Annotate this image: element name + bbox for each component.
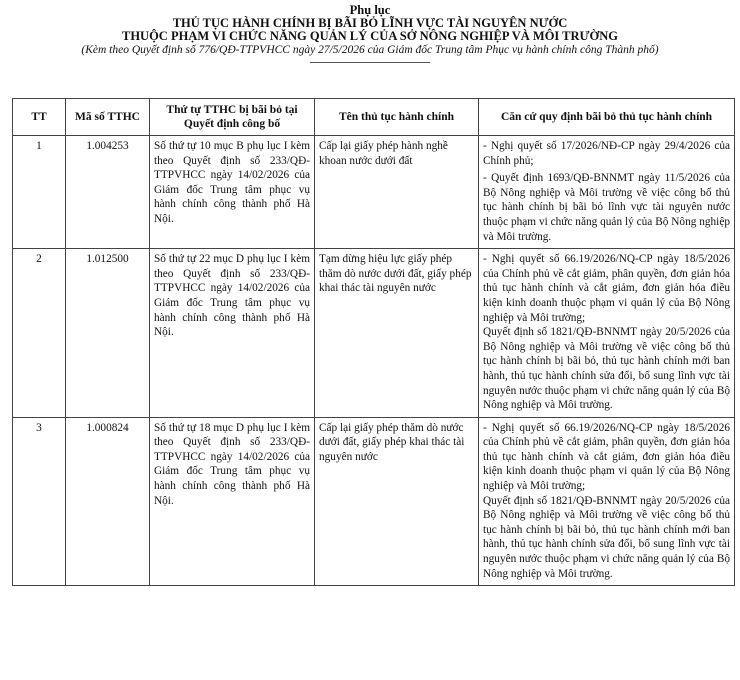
- cell-basis: [479, 417, 735, 586]
- cell-tt: 2: [13, 249, 66, 418]
- basis-paragraph: Quyết định số 1821/QĐ-BNNMT ngày 20/5/2026 của Bộ Nông nghiệp và Môi trường về việc công bố thủ tục hành chính bị bãi bỏ, thủ tục hành chính mới ban hành, thủ tục hành chính sửa đổi, bổ sung lĩnh vực tài nguyên nước thuộc phạm vi chức năng quản lý của Bộ Nông nghiệp và Môi trường.: [483, 326, 730, 412]
- basis-paragraph: - Nghị quyết số 17/2026/NĐ-CP ngày 29/4/2026 của Chính phủ;: [483, 140, 730, 167]
- header-divider: [310, 62, 430, 63]
- cell-order: Số thứ tự 10 mục B phụ lục I kèm theo Quyết định số 233/QĐ-TTPVHCC ngày 14/02/2026 của Giám đốc Trung tâm phục vụ hành chính công thành phố Hà Nội.: [150, 136, 315, 249]
- cell-order: Số thứ tự 22 mục D phụ lục I kèm theo Quyết định số 233/QĐ-TTPVHCC ngày 14/02/2026 của Giám đốc Trung tâm phục vụ hành chính công thành phố Hà Nội.: [150, 249, 315, 418]
- column-header-code: Mã số TTHC: [66, 99, 150, 136]
- cell-basis: [479, 136, 735, 249]
- basis-paragraph: - Quyết định 1693/QĐ-BNNMT ngày 11/5/2026 của Bộ Nông nghiệp và Môi trường về việc công bố thủ tục hành chính bị bãi bỏ lĩnh vực tài nguyên nước thuộc phạm vi chức năng quản lý của Bộ Nông nghiệp và Môi trường.: [483, 172, 730, 243]
- basis-paragraph: Quyết định số 1821/QĐ-BNNMT ngày 20/5/2026 của Bộ Nông nghiệp và Môi trường về việc công bố thủ tục hành chính bị bãi bỏ, thủ tục hành chính mới ban hành, thủ tục hành chính sửa đổi, bổ sung lĩnh vực tài nguyên nước thuộc phạm vi chức năng quản lý của Bộ Nông nghiệp và Môi trường.: [483, 494, 730, 580]
- appendix-title: Phụ lục: [349, 3, 391, 17]
- table-row: [13, 417, 735, 586]
- basis-paragraph: - Nghị quyết số 66.19/2026/NQ-CP ngày 18/5/2026 của Chính phủ về cắt giảm, phân quyền, đơn giản hóa thủ tục hành chính và cắt giảm, đơn giản hóa điều kiện kinh doanh thuộc phạm vi quản lý của Bộ Nông nghiệp và Môi trường;: [483, 421, 730, 493]
- document-subtitle: THUỘC PHẠM VI CHỨC NĂNG QUẢN LÝ CỦA SỞ NÔNG NGHIỆP VÀ MÔI TRƯỜNG: [122, 29, 618, 43]
- cell-procedure-name: Cấp lại giấy phép hành nghề khoan nước dưới đất: [315, 136, 479, 249]
- table-row: [13, 136, 735, 249]
- column-header-name: Tên thủ tục hành chính: [315, 99, 479, 136]
- column-header-tt: TT: [13, 99, 66, 136]
- cell-code: 1.004253: [66, 136, 150, 249]
- table-header-row: [13, 99, 735, 136]
- document-title: THỦ TỤC HÀNH CHÍNH BỊ BÃI BỎ LĨNH VỰC TÀI NGUYÊN NƯỚC: [172, 16, 568, 30]
- column-header-basis: Căn cứ quy định bãi bỏ thủ tục hành chính: [479, 99, 735, 136]
- table-row: [13, 249, 735, 418]
- cell-procedure-name: Tạm dừng hiệu lực giấy phép thăm dò nước dưới đất, giấy phép khai thác tài nguyên nước: [315, 249, 479, 418]
- cell-order: Số thứ tự 18 mục D phụ lục I kèm theo Quyết định số 233/QĐ-TTPVHCC ngày 14/02/2026 của Giám đốc Trung tâm phục vụ hành chính công thành phố Hà Nội.: [150, 417, 315, 586]
- cell-code: 1.000824: [66, 417, 150, 586]
- basis-paragraph: - Nghị quyết số 66.19/2026/NQ-CP ngày 18/5/2026 của Chính phủ về cắt giảm, phân quyền, đơn giản hóa thủ tục hành chính và cắt giảm, đơn giản hóa điều kiện kinh doanh thuộc phạm vi quản lý của Bộ Nông nghiệp và Môi trường;: [483, 253, 730, 324]
- cell-procedure-name: Cấp lại giấy phép thăm dò nước dưới đất, giấy phép khai thác tài nguyên nước: [315, 417, 479, 586]
- cell-tt: 1: [13, 136, 66, 249]
- cell-tt: 3: [13, 417, 66, 586]
- cell-basis: [479, 249, 735, 418]
- decision-reference: (Kèm theo Quyết định số 776/QĐ-TTPVHCC ngày 27/5/2026 của Giám đốc Trung tâm Phục vụ hành chính công Thành phố): [81, 44, 659, 56]
- column-header-order: Thứ tự TTHC bị bãi bỏ tại Quyết định công bố: [150, 99, 315, 136]
- cell-code: 1.012500: [66, 249, 150, 418]
- document-header: [0, 0, 740, 63]
- procedures-table: [12, 98, 735, 586]
